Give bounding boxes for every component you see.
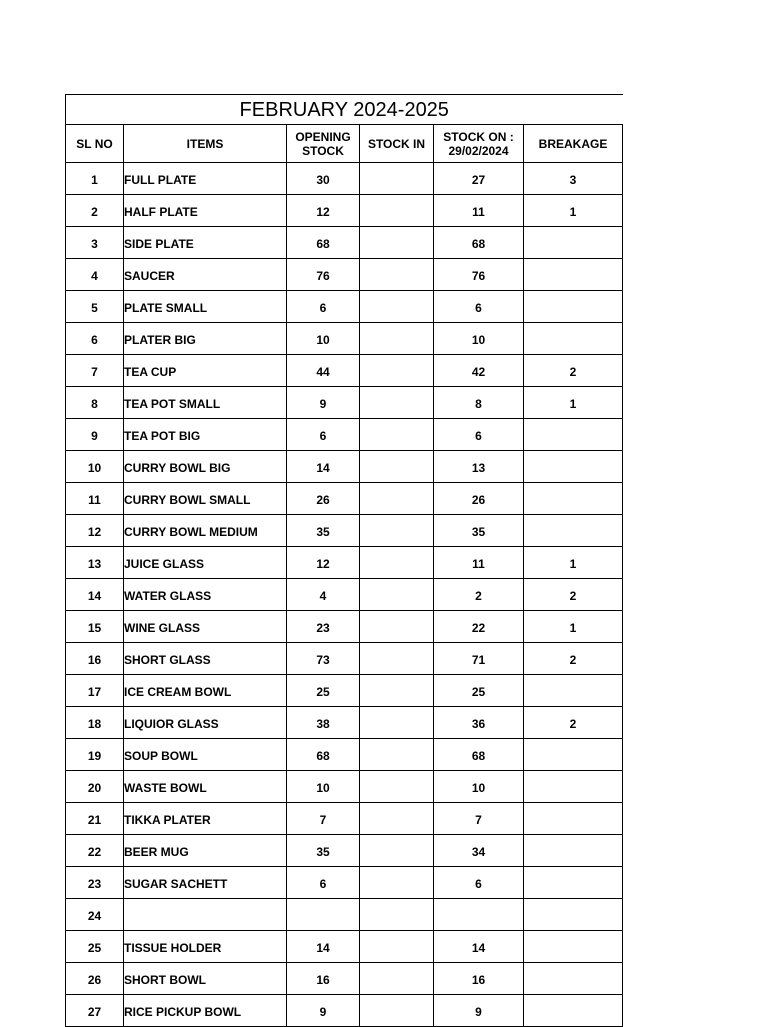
- cell-breakage: 2: [524, 355, 623, 387]
- cell-item: LIQUIOR GLASS: [124, 707, 287, 739]
- cell-stock-in: [360, 963, 434, 995]
- cell-stock-in: [360, 547, 434, 579]
- cell-item: PLATER BIG: [124, 323, 287, 355]
- table-row: [66, 867, 623, 899]
- cell-stock-in: [360, 579, 434, 611]
- cell-opening-stock: 12: [287, 195, 360, 227]
- cell-stock-in: [360, 611, 434, 643]
- cell-item: SIDE PLATE: [124, 227, 287, 259]
- cell-sl-no: 20: [66, 771, 124, 803]
- cell-stock-in: [360, 899, 434, 931]
- cell-stock-in: [360, 163, 434, 195]
- header-opening-stock-line2: STOCK: [302, 143, 344, 158]
- cell-item: SOUP BOWL: [124, 739, 287, 771]
- header-stock-on: [434, 125, 524, 163]
- cell-stock-on: 36: [434, 707, 524, 739]
- cell-opening-stock: [287, 899, 360, 931]
- cell-item: TEA POT BIG: [124, 419, 287, 451]
- cell-stock-in: [360, 739, 434, 771]
- cell-sl-no: 1: [66, 163, 124, 195]
- cell-stock-on: 11: [434, 547, 524, 579]
- header-items: ITEMS: [124, 125, 287, 163]
- table-row: [66, 227, 623, 259]
- cell-stock-in: [360, 259, 434, 291]
- cell-breakage: 1: [524, 611, 623, 643]
- cell-breakage: 3: [524, 163, 623, 195]
- cell-opening-stock: 35: [287, 835, 360, 867]
- cell-item: TEA POT SMALL: [124, 387, 287, 419]
- cell-sl-no: 19: [66, 739, 124, 771]
- cell-opening-stock: 10: [287, 323, 360, 355]
- cell-item: SUGAR SACHETT: [124, 867, 287, 899]
- cell-stock-in: [360, 675, 434, 707]
- table-row: [66, 835, 623, 867]
- cell-opening-stock: 26: [287, 483, 360, 515]
- cell-stock-on: 76: [434, 259, 524, 291]
- table-row: [66, 419, 623, 451]
- cell-stock-in: [360, 515, 434, 547]
- cell-opening-stock: 30: [287, 163, 360, 195]
- table-row: [66, 931, 623, 963]
- cell-breakage: [524, 259, 623, 291]
- table-row: [66, 291, 623, 323]
- cell-sl-no: 17: [66, 675, 124, 707]
- cell-stock-in: [360, 451, 434, 483]
- cell-stock-in: [360, 707, 434, 739]
- cell-stock-on: 22: [434, 611, 524, 643]
- header-stock-in: STOCK IN: [360, 125, 434, 163]
- cell-stock-on: 9: [434, 995, 524, 1027]
- table-row: [66, 483, 623, 515]
- cell-stock-in: [360, 227, 434, 259]
- cell-sl-no: 10: [66, 451, 124, 483]
- cell-item: BEER MUG: [124, 835, 287, 867]
- cell-stock-on: 71: [434, 643, 524, 675]
- cell-sl-no: 21: [66, 803, 124, 835]
- cell-opening-stock: 6: [287, 291, 360, 323]
- table-row: [66, 771, 623, 803]
- cell-breakage: [524, 291, 623, 323]
- cell-item: [124, 899, 287, 931]
- cell-breakage: [524, 803, 623, 835]
- cell-breakage: [524, 323, 623, 355]
- cell-breakage: [524, 227, 623, 259]
- cell-opening-stock: 7: [287, 803, 360, 835]
- cell-stock-on: 8: [434, 387, 524, 419]
- table-row: [66, 355, 623, 387]
- table-row: [66, 899, 623, 931]
- cell-stock-on: 42: [434, 355, 524, 387]
- cell-stock-on: 26: [434, 483, 524, 515]
- cell-stock-on: 2: [434, 579, 524, 611]
- cell-opening-stock: 44: [287, 355, 360, 387]
- cell-stock-in: [360, 995, 434, 1027]
- cell-stock-in: [360, 355, 434, 387]
- cell-stock-on: 7: [434, 803, 524, 835]
- cell-stock-in: [360, 291, 434, 323]
- table-row: [66, 643, 623, 675]
- cell-sl-no: 8: [66, 387, 124, 419]
- cell-breakage: [524, 739, 623, 771]
- cell-stock-on: 27: [434, 163, 524, 195]
- cell-opening-stock: 35: [287, 515, 360, 547]
- cell-stock-on: 14: [434, 931, 524, 963]
- cell-breakage: 1: [524, 195, 623, 227]
- cell-opening-stock: 23: [287, 611, 360, 643]
- cell-stock-on: 10: [434, 323, 524, 355]
- cell-opening-stock: 14: [287, 451, 360, 483]
- cell-sl-no: 22: [66, 835, 124, 867]
- cell-opening-stock: 12: [287, 547, 360, 579]
- cell-breakage: [524, 675, 623, 707]
- cell-opening-stock: 4: [287, 579, 360, 611]
- cell-sl-no: 2: [66, 195, 124, 227]
- table-row: [66, 579, 623, 611]
- cell-breakage: 2: [524, 579, 623, 611]
- header-opening-stock-line1: OPENING: [295, 129, 351, 144]
- cell-breakage: [524, 835, 623, 867]
- cell-sl-no: 14: [66, 579, 124, 611]
- cell-stock-on: 6: [434, 291, 524, 323]
- header-stock-on-line2: 29/02/2024: [448, 143, 509, 158]
- cell-opening-stock: 68: [287, 739, 360, 771]
- cell-breakage: 1: [524, 547, 623, 579]
- cell-item: TEA CUP: [124, 355, 287, 387]
- table-row: [66, 451, 623, 483]
- table-row: [66, 259, 623, 291]
- table-row: [66, 739, 623, 771]
- cell-stock-in: [360, 931, 434, 963]
- cell-item: SHORT BOWL: [124, 963, 287, 995]
- cell-breakage: [524, 515, 623, 547]
- cell-opening-stock: 25: [287, 675, 360, 707]
- cell-stock-on: 25: [434, 675, 524, 707]
- cell-item: HALF PLATE: [124, 195, 287, 227]
- cell-stock-on: 10: [434, 771, 524, 803]
- table-row: [66, 963, 623, 995]
- cell-stock-in: [360, 387, 434, 419]
- header-row: [66, 125, 623, 163]
- cell-stock-on: 13: [434, 451, 524, 483]
- cell-sl-no: 6: [66, 323, 124, 355]
- cell-sl-no: 15: [66, 611, 124, 643]
- cell-sl-no: 9: [66, 419, 124, 451]
- cell-stock-in: [360, 483, 434, 515]
- cell-stock-in: [360, 195, 434, 227]
- cell-item: PLATE SMALL: [124, 291, 287, 323]
- table-row: [66, 547, 623, 579]
- cell-breakage: [524, 483, 623, 515]
- cell-sl-no: 12: [66, 515, 124, 547]
- cell-opening-stock: 9: [287, 387, 360, 419]
- table-row: [66, 707, 623, 739]
- cell-stock-on: [434, 899, 524, 931]
- table-row: [66, 515, 623, 547]
- cell-breakage: 2: [524, 643, 623, 675]
- header-stock-on-line1: STOCK ON :: [443, 129, 514, 144]
- cell-item: CURRY BOWL SMALL: [124, 483, 287, 515]
- cell-breakage: [524, 867, 623, 899]
- table-row: [66, 803, 623, 835]
- cell-opening-stock: 14: [287, 931, 360, 963]
- cell-stock-on: 6: [434, 419, 524, 451]
- cell-stock-on: 68: [434, 739, 524, 771]
- cell-sl-no: 18: [66, 707, 124, 739]
- cell-item: RICE PICKUP BOWL: [124, 995, 287, 1027]
- cell-sl-no: 27: [66, 995, 124, 1027]
- header-opening-stock: [287, 125, 360, 163]
- cell-opening-stock: 76: [287, 259, 360, 291]
- cell-item: SHORT GLASS: [124, 643, 287, 675]
- title-row: [66, 95, 623, 125]
- stock-table: [65, 94, 623, 1027]
- cell-item: WINE GLASS: [124, 611, 287, 643]
- table-row: [66, 611, 623, 643]
- cell-sl-no: 24: [66, 899, 124, 931]
- cell-stock-in: [360, 835, 434, 867]
- cell-breakage: [524, 931, 623, 963]
- cell-sl-no: 4: [66, 259, 124, 291]
- cell-stock-on: 11: [434, 195, 524, 227]
- cell-item: CURRY BOWL MEDIUM: [124, 515, 287, 547]
- cell-opening-stock: 68: [287, 227, 360, 259]
- cell-stock-in: [360, 803, 434, 835]
- cell-item: TISSUE HOLDER: [124, 931, 287, 963]
- table-row: [66, 195, 623, 227]
- cell-breakage: [524, 419, 623, 451]
- cell-breakage: 1: [524, 387, 623, 419]
- cell-sl-no: 16: [66, 643, 124, 675]
- cell-sl-no: 7: [66, 355, 124, 387]
- cell-opening-stock: 6: [287, 867, 360, 899]
- cell-stock-on: 6: [434, 867, 524, 899]
- cell-opening-stock: 73: [287, 643, 360, 675]
- cell-sl-no: 13: [66, 547, 124, 579]
- cell-opening-stock: 38: [287, 707, 360, 739]
- cell-item: CURRY BOWL BIG: [124, 451, 287, 483]
- table-row: [66, 323, 623, 355]
- cell-sl-no: 26: [66, 963, 124, 995]
- sheet-title: FEBRUARY 2024-2025: [66, 95, 623, 125]
- cell-stock-on: 34: [434, 835, 524, 867]
- cell-item: ICE CREAM BOWL: [124, 675, 287, 707]
- cell-stock-in: [360, 867, 434, 899]
- cell-opening-stock: 10: [287, 771, 360, 803]
- cell-breakage: [524, 451, 623, 483]
- cell-sl-no: 3: [66, 227, 124, 259]
- cell-breakage: [524, 995, 623, 1027]
- cell-breakage: [524, 771, 623, 803]
- cell-stock-on: 16: [434, 963, 524, 995]
- cell-sl-no: 23: [66, 867, 124, 899]
- cell-opening-stock: 16: [287, 963, 360, 995]
- header-breakage: BREAKAGE: [524, 125, 623, 163]
- header-sl-no: SL NO: [66, 125, 124, 163]
- cell-sl-no: 11: [66, 483, 124, 515]
- table-row: [66, 387, 623, 419]
- cell-stock-on: 35: [434, 515, 524, 547]
- cell-item: WASTE BOWL: [124, 771, 287, 803]
- cell-sl-no: 5: [66, 291, 124, 323]
- cell-item: FULL PLATE: [124, 163, 287, 195]
- cell-sl-no: 25: [66, 931, 124, 963]
- cell-item: JUICE GLASS: [124, 547, 287, 579]
- cell-breakage: [524, 899, 623, 931]
- cell-stock-on: 68: [434, 227, 524, 259]
- table-row: [66, 163, 623, 195]
- cell-breakage: 2: [524, 707, 623, 739]
- cell-opening-stock: 6: [287, 419, 360, 451]
- cell-stock-in: [360, 771, 434, 803]
- cell-stock-in: [360, 643, 434, 675]
- table-row: [66, 675, 623, 707]
- cell-stock-in: [360, 419, 434, 451]
- cell-item: SAUCER: [124, 259, 287, 291]
- cell-breakage: [524, 963, 623, 995]
- table-row: [66, 995, 623, 1027]
- cell-item: TIKKA PLATER: [124, 803, 287, 835]
- cell-opening-stock: 9: [287, 995, 360, 1027]
- cell-item: WATER GLASS: [124, 579, 287, 611]
- cell-stock-in: [360, 323, 434, 355]
